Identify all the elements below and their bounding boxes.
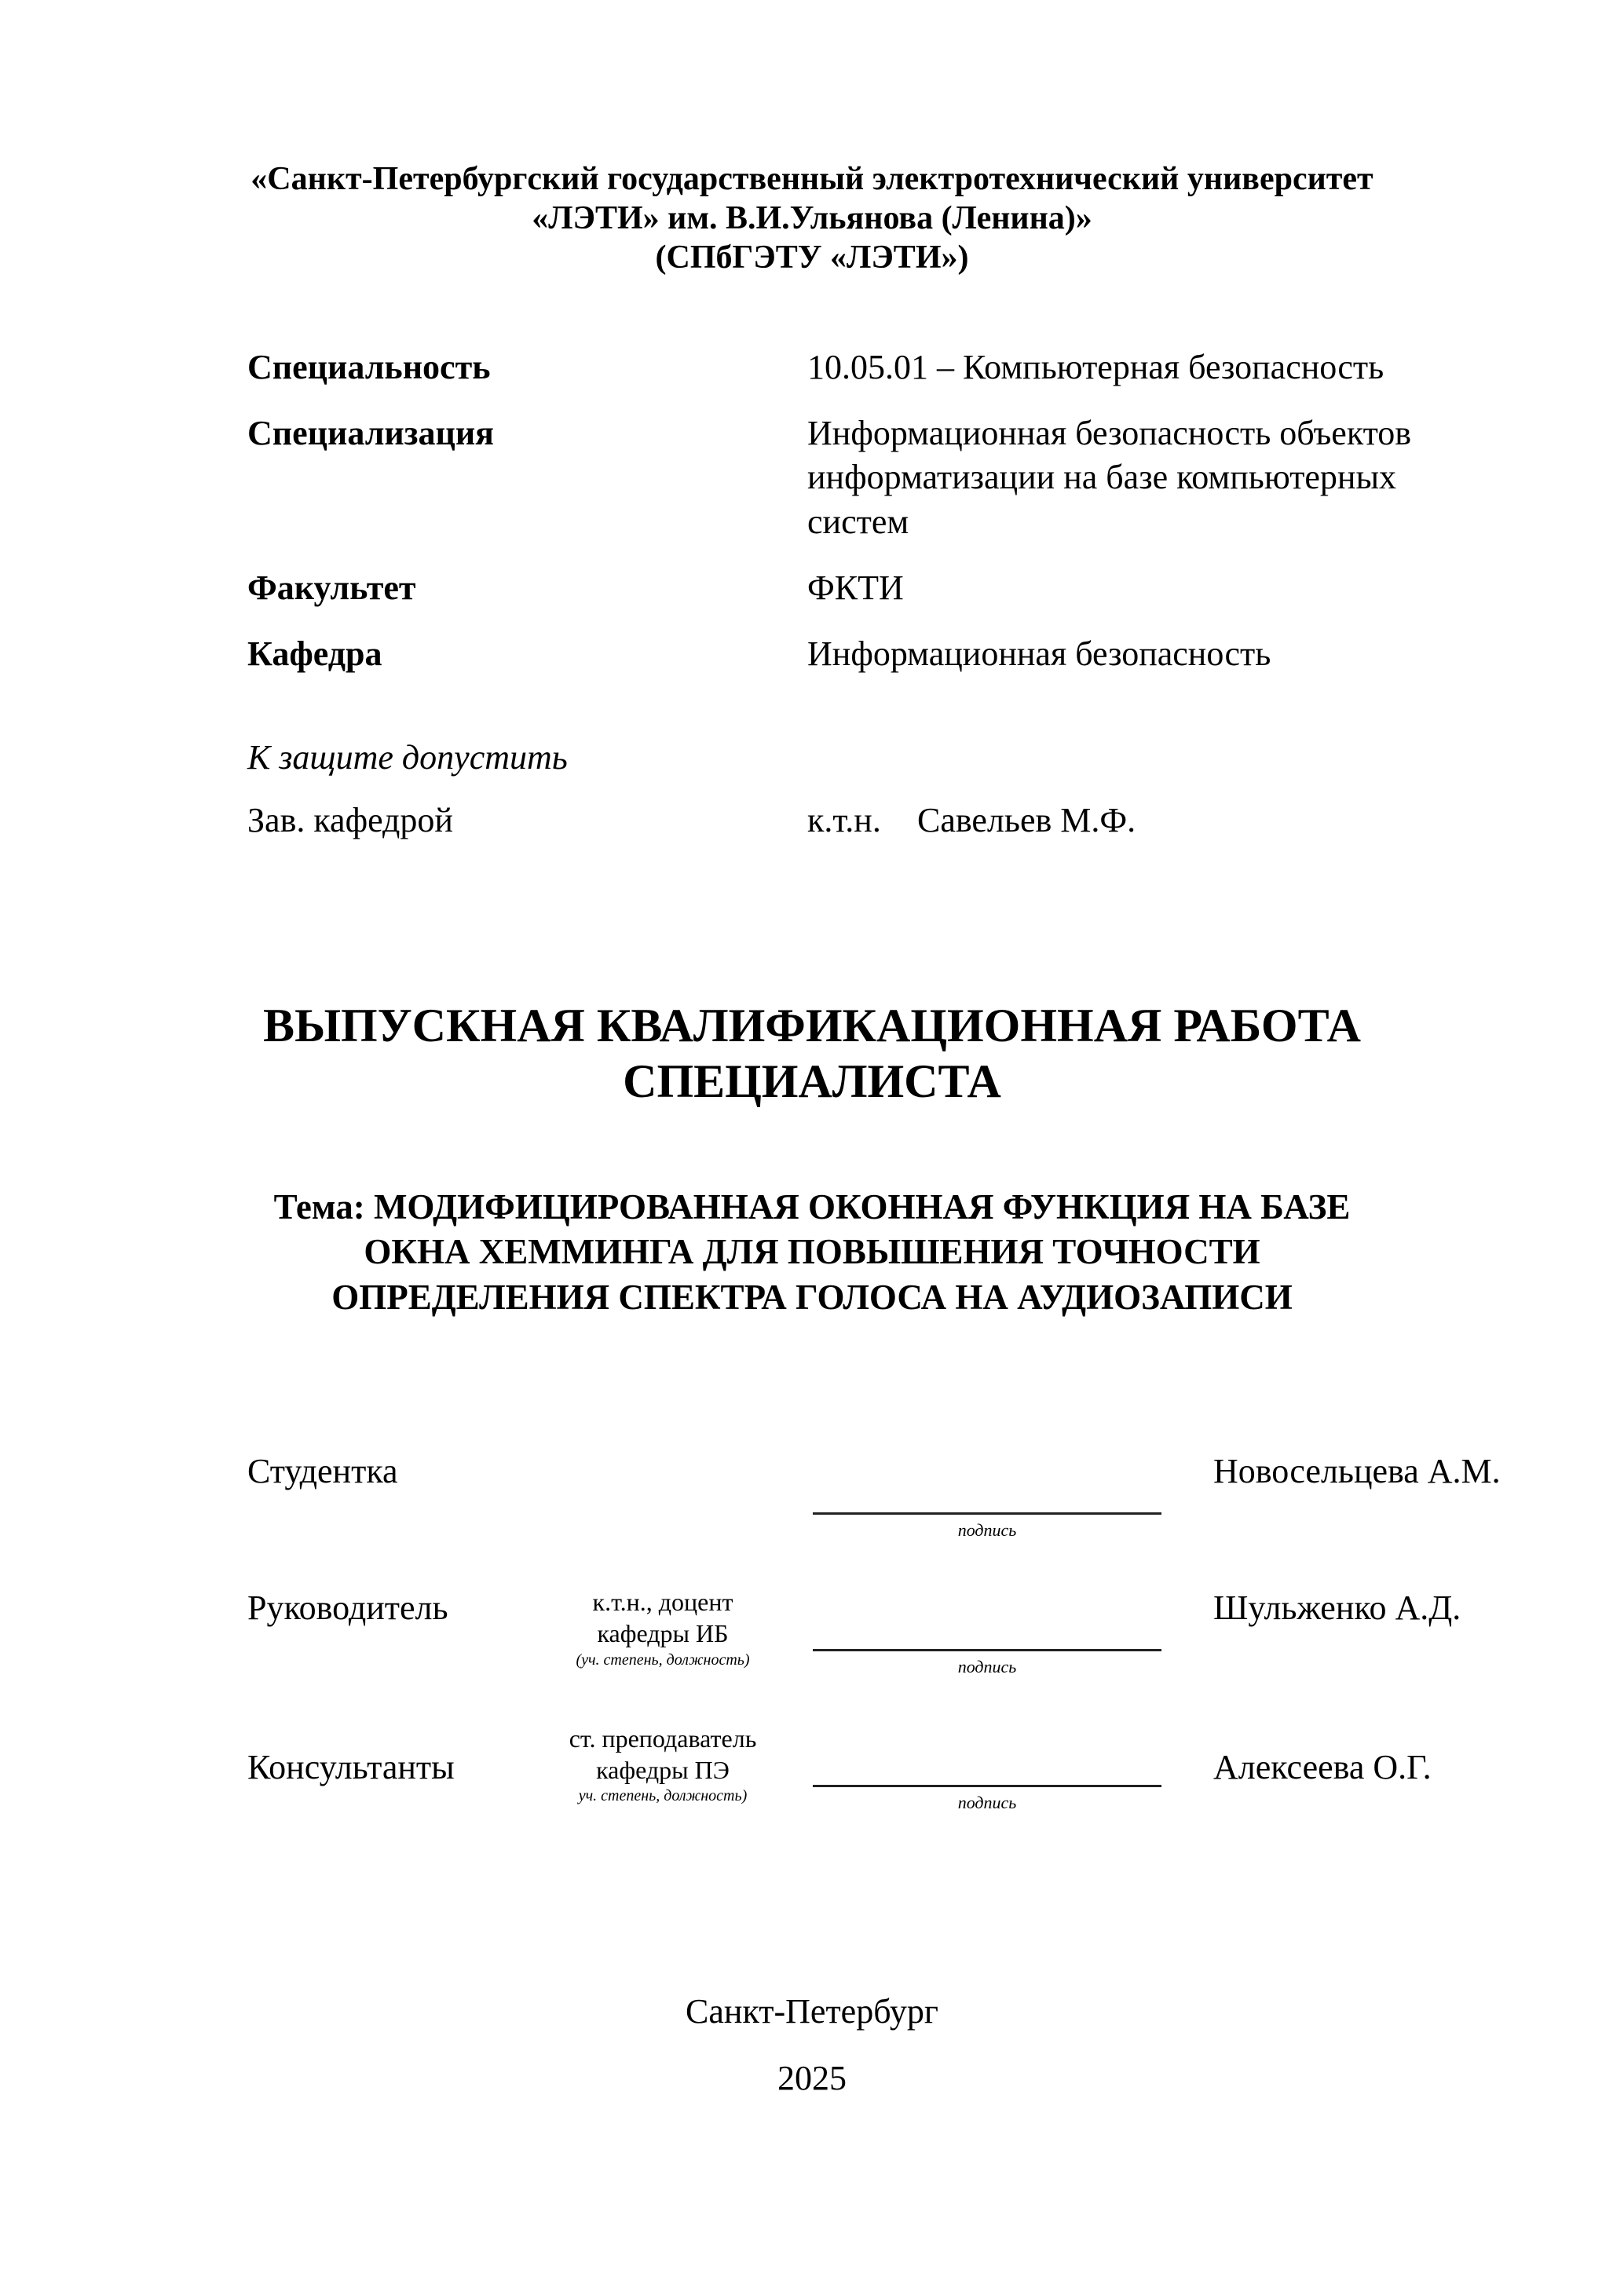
signature-line — [813, 1649, 1161, 1651]
theme-line-1: Тема: МОДИФИЦИРОВАННАЯ ОКОННАЯ ФУНКЦИЯ НА БАЗЕ — [273, 1187, 1351, 1227]
supervisor-position-line-1: к.т.н., доцент — [592, 1588, 733, 1616]
student-name: Новосельцева А.М. — [1213, 1452, 1501, 1490]
specialty-value: 10.05.01 – Компьютерная безопасность — [807, 348, 1384, 386]
student-role: Студентка — [247, 1452, 398, 1490]
consultant-position-line-1: ст. преподаватель — [569, 1724, 757, 1753]
title-line-1: ВЫПУСКНАЯ КВАЛИФИКАЦИОННАЯ РАБОТА — [263, 1000, 1361, 1051]
year: 2025 — [777, 2059, 847, 2097]
faculty-label: Факультет — [247, 569, 416, 607]
title-line-2: СПЕЦИАЛИСТА — [623, 1055, 1001, 1107]
supervisor-role: Руководитель — [247, 1589, 448, 1627]
faculty-value: ФКТИ — [807, 569, 904, 607]
specialization-value-line-1: Информационная безопасность объектов — [807, 414, 1412, 452]
approval-role: Зав. кафедрой — [247, 801, 453, 839]
consultant-name: Алексеева О.Г. — [1213, 1748, 1432, 1786]
supervisor-position-note: (уч. степень, должность) — [576, 1651, 750, 1669]
department-label: Кафедра — [247, 634, 382, 673]
approval-title: К защите допустить — [247, 738, 568, 777]
specialization-value-line-3: систем — [807, 503, 909, 541]
specialization-label: Специализация — [247, 414, 494, 452]
signature-caption: подпись — [957, 1793, 1017, 1812]
department-value: Информационная безопасность — [807, 634, 1271, 673]
supervisor-position-line-2: кафедры ИБ — [597, 1619, 729, 1647]
header-line-3: (СПбГЭТУ «ЛЭТИ») — [655, 239, 969, 276]
specialization-value-line-2: информатизации на базе компьютерных — [807, 458, 1397, 496]
supervisor-name: Шульженко А.Д. — [1213, 1589, 1461, 1627]
consultant-role: Консультанты — [247, 1748, 455, 1786]
city: Санкт-Петербург — [686, 1992, 938, 2031]
signature-line — [813, 1512, 1161, 1515]
header-line-1: «Санкт-Петербургский государственный электротехнический университет — [251, 161, 1373, 197]
approval-degree: к.т.н. — [807, 801, 881, 839]
approval-name: Савельев М.Ф. — [917, 801, 1136, 839]
signature-caption: подпись — [957, 1657, 1017, 1676]
specialty-label: Специальность — [247, 348, 491, 386]
header-line-2: «ЛЭТИ» им. В.И.Ульянова (Ленина)» — [532, 200, 1092, 236]
signature-line — [813, 1785, 1161, 1787]
consultant-position-note: уч. степень, должность) — [578, 1787, 748, 1804]
theme-line-3: ОПРЕДЕЛЕНИЯ СПЕКТРА ГОЛОСА НА АУДИОЗАПИСИ — [331, 1278, 1293, 1317]
theme-line-2: ОКНА ХЕММИНГА ДЛЯ ПОВЫШЕНИЯ ТОЧНОСТИ — [364, 1232, 1260, 1271]
consultant-position-line-2: кафедры ПЭ — [596, 1756, 730, 1784]
signature-caption: подпись — [957, 1520, 1017, 1540]
